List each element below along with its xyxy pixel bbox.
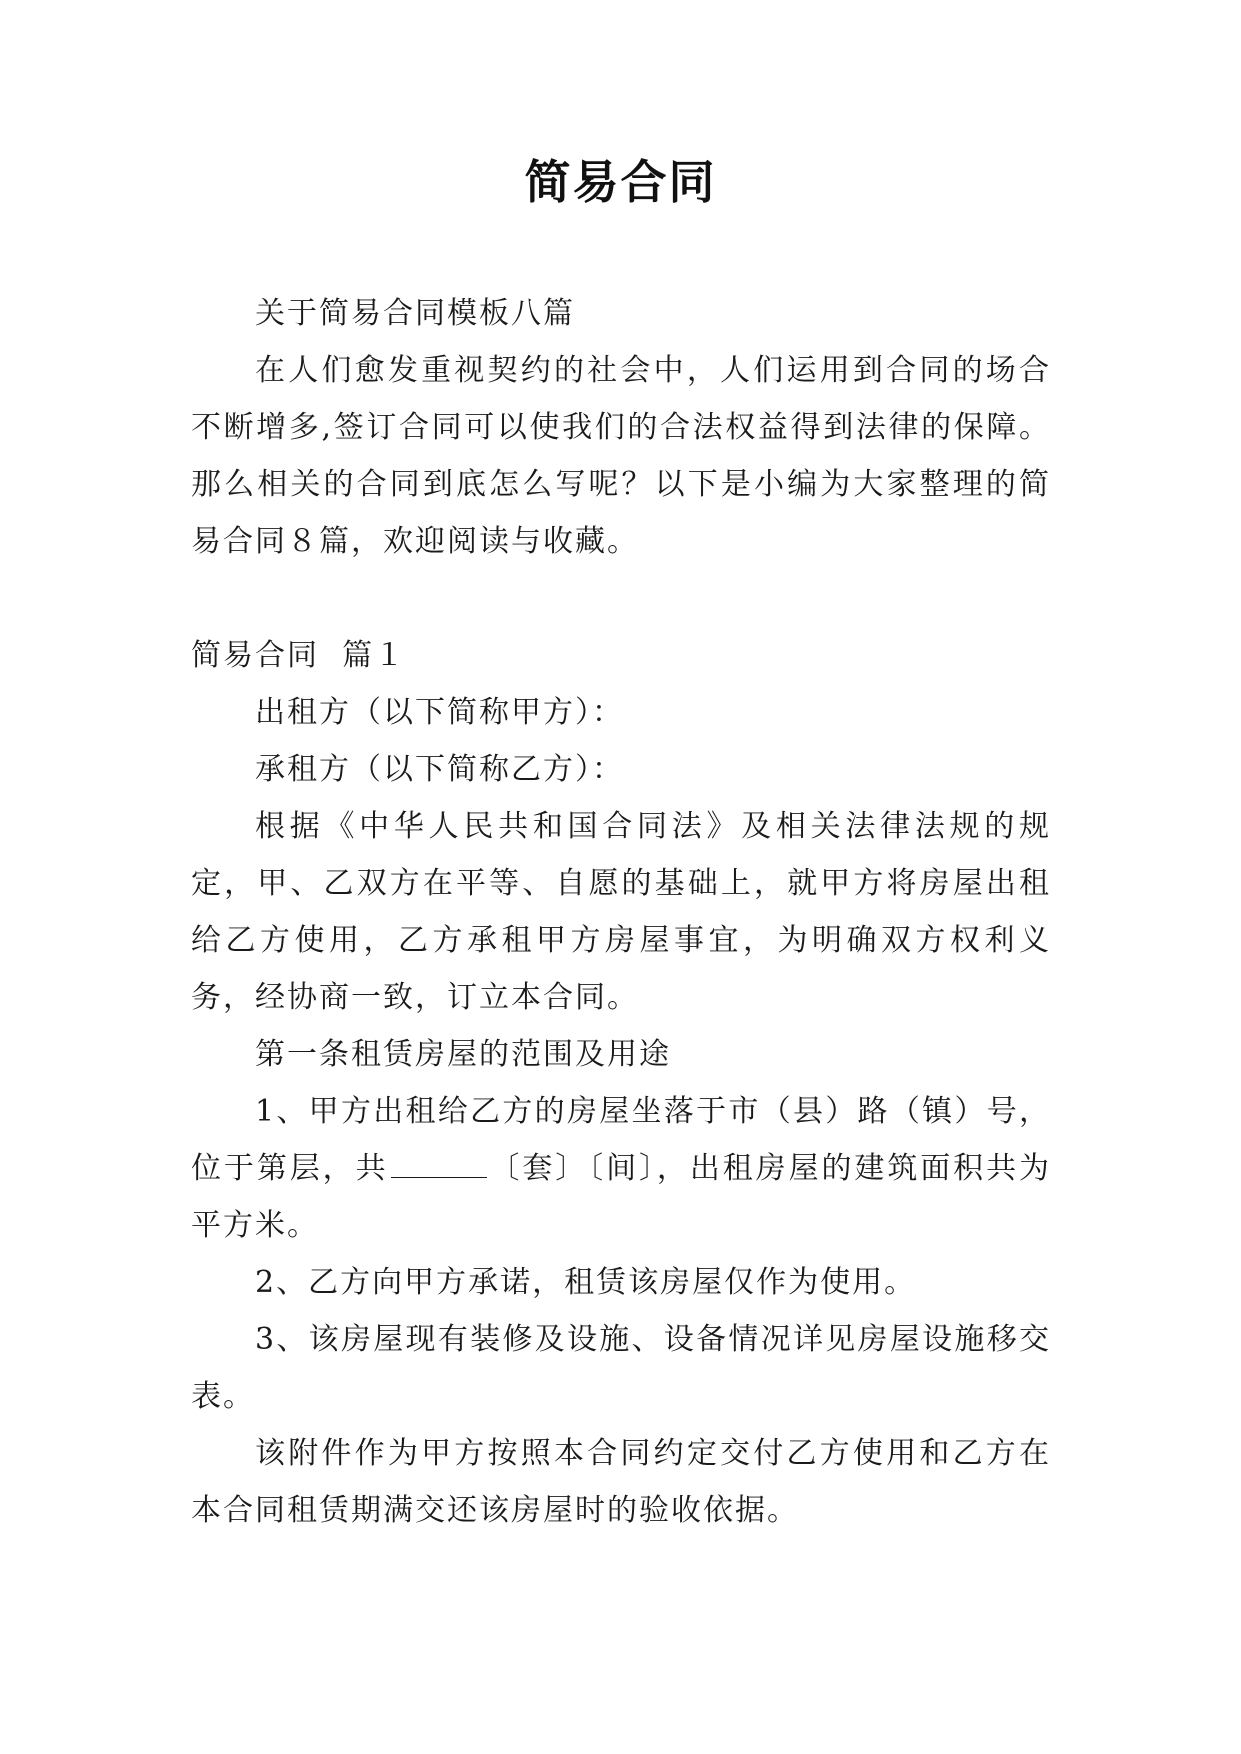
clause-1-text-b: 〔套〕〔间〕，出租房屋的建筑面积共为平方米。 — [191, 1151, 1051, 1243]
section-heading: 简易合同 篇１ — [191, 638, 407, 673]
document-title: 简易合同 — [524, 155, 717, 209]
document-body — [191, 285, 1051, 1539]
clause-2: 2、乙方向甲方承诺，租赁该房屋仅作为使用。 — [255, 1265, 917, 1300]
intro-paragraph: 在人们愈发重视契约的社会中，人们运用到合同的场合不断增多,签订合同可以使我们的合法权益得到法律的保障。那么相关的合同到底怎么写呢？以下是小编为大家整理的简易合同８篇，欢迎阅读与收藏。 — [191, 353, 1051, 559]
basis-paragraph: 根据《中华人民共和国合同法》及相关法律法规的规定，甲、乙双方在平等、自愿的基础上，就甲方将房屋出租给乙方使用，乙方承租甲方房屋事宜，为明确双方权利义务，经协商一致，订立本合同。 — [191, 809, 1051, 1015]
intro-heading: 关于简易合同模板八篇 — [255, 296, 575, 331]
article-1-heading: 第一条租赁房屋的范围及用途 — [255, 1037, 671, 1072]
clause-1-text-a: 1、甲方出租给乙方的房屋坐落于市（县）路（镇）号，位于第层，共 — [191, 1094, 1051, 1186]
lessor-line: 出租方（以下简称甲方）： — [255, 695, 624, 730]
attachment-paragraph: 该附件作为甲方按照本合同约定交付乙方使用和乙方在本合同租赁期满交还该房屋时的验收依据。 — [191, 1436, 1051, 1528]
spacer — [191, 570, 1051, 627]
clause-3: 3、该房屋现有装修及设施、设备情况详见房屋设施移交表。 — [191, 1322, 1051, 1414]
lessee-line: 承租方（以下简称乙方）： — [255, 752, 624, 787]
clause-1 — [191, 1083, 1051, 1254]
fill-in-blank — [391, 1147, 487, 1178]
